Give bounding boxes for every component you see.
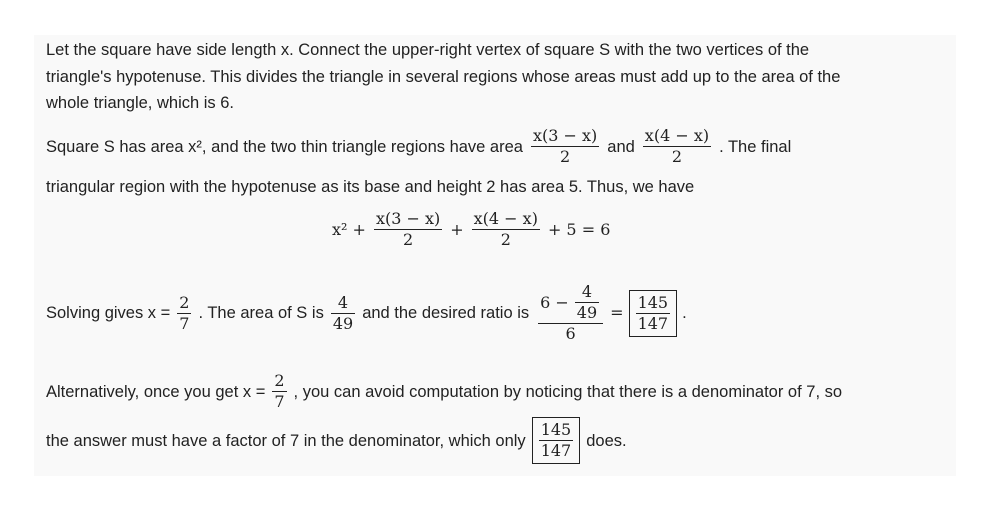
paragraph-2-line-1 [46, 126, 791, 167]
fraction-numerator: 2 [274, 371, 285, 390]
fraction-denominator: 2 [500, 230, 511, 249]
area-text: . The area of S is [198, 304, 324, 322]
fraction-denominator: 49 [332, 313, 354, 333]
equation-fraction-2 [472, 209, 540, 250]
fraction-x-4-minus-x-over-2 [643, 126, 711, 167]
ratio-compound-fraction [538, 282, 603, 344]
fraction-2-over-7 [177, 293, 191, 334]
inner-fraction-4-over-49 [575, 282, 599, 323]
denominator-text: the answer must have a factor of 7 in the denominator, which only [46, 431, 526, 450]
boxed-answer [629, 290, 678, 337]
fraction-denominator: 2 [671, 147, 683, 166]
equation-rhs: + 5 = 6 [547, 220, 611, 239]
area-equation [332, 209, 610, 250]
equation-lhs: x² + [332, 220, 366, 239]
fraction-denominator: 2 [560, 147, 571, 166]
fraction-denominator: 2 [402, 230, 414, 249]
boxed-answer [532, 417, 581, 464]
fraction-denominator: 147 [540, 441, 572, 460]
fraction-denominator: 49 [576, 303, 598, 322]
answer-fraction [636, 293, 671, 334]
ratio-text: and the desired ratio is [362, 304, 530, 322]
and-text: and [607, 137, 635, 156]
equals-sign: = [610, 303, 624, 322]
paragraph-2-line-2: triangular region with the hypotenuse as its base and height 2 has area 5. Thus, we have [46, 178, 695, 196]
solving-text: Solving gives x = [46, 304, 171, 322]
equation-fraction-1 [374, 209, 442, 250]
fraction-2-over-7 [272, 371, 286, 412]
fraction-denominator: 7 [179, 313, 190, 333]
ratio-denominator: 6 [565, 324, 576, 343]
fraction-x-3-minus-x-over-2 [531, 126, 599, 167]
paragraph-1-line-2: triangle's hypotenuse. This divides the triangle in several regions whose areas must add up to the area of the [46, 68, 841, 86]
paragraph-2-text-final: . The final [719, 137, 792, 156]
fraction-numerator: x(3 − x) [532, 126, 598, 145]
fraction-numerator: 4 [581, 282, 593, 301]
paragraph-2-text-a: Square S has area x², and the two thin triangle regions have area [46, 137, 523, 156]
fraction-numerator: x(4 − x) [644, 126, 710, 145]
fraction-numerator: x(4 − x) [473, 209, 538, 228]
paragraph-4-line-2 [46, 417, 627, 464]
paragraph-4-line-1 [46, 371, 842, 412]
fraction-denominator: 7 [274, 392, 285, 411]
ratio-numerator [538, 282, 603, 323]
paragraph-1-line-3: whole triangle, which is 6. [46, 94, 235, 112]
fraction-numerator: 145 [540, 420, 572, 439]
answer-fraction [539, 420, 574, 461]
period: . [682, 304, 687, 322]
does-text: does. [586, 431, 627, 450]
paragraph-1-line-1: Let the square have side length x. Connect the upper-right vertex of square S with the two vertices of the [46, 41, 810, 59]
fraction-4-over-49 [331, 293, 355, 334]
six-minus: 6 − [540, 292, 569, 312]
fraction-numerator: 2 [179, 292, 190, 312]
fraction-numerator: x(3 − x) [375, 209, 441, 228]
fraction-denominator: 147 [637, 313, 669, 333]
alternatively-text: Alternatively, once you get x = [46, 382, 266, 401]
fraction-numerator: 4 [337, 292, 349, 312]
paragraph-3 [46, 282, 687, 344]
fraction-numerator: 145 [637, 292, 669, 312]
alternatively-text-b: , you can avoid computation by noticing that there is a denominator of 7, so [293, 382, 843, 401]
equation-plus: + [450, 220, 464, 239]
